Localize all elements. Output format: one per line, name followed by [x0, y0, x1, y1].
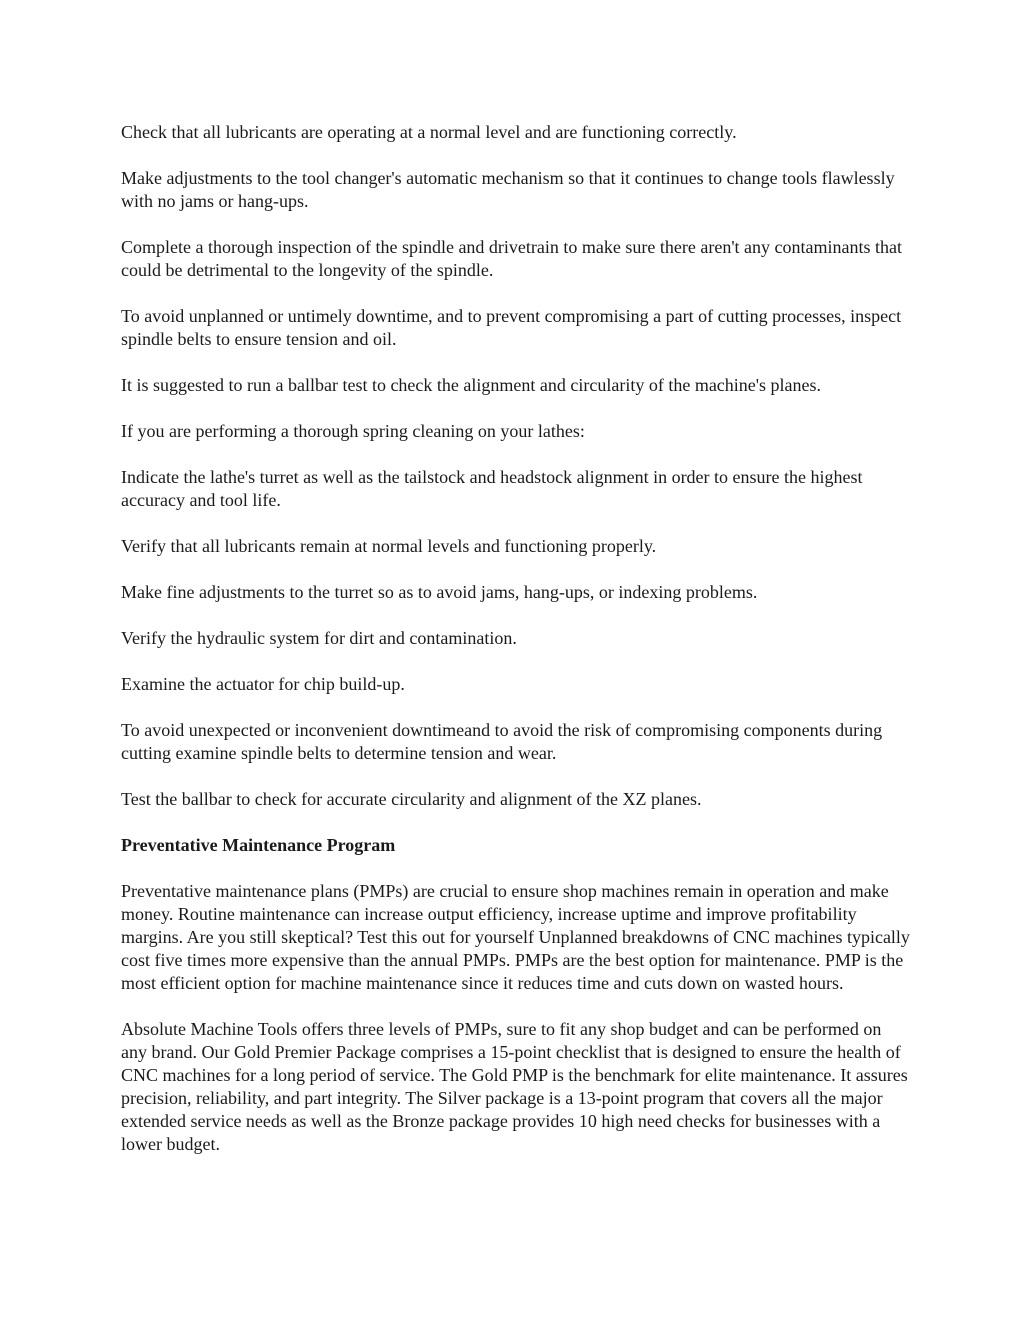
section-heading: Preventative Maintenance Program: [121, 835, 396, 855]
paragraph-tool-changer: Make adjustments to the tool changer's automatic mechanism so that it continues to change tools flawlessly with no jams or hang-ups.: [121, 168, 895, 211]
paragraph-xz-ballbar: Test the ballbar to check for accurate circularity and alignment of the XZ planes.: [121, 789, 702, 809]
paragraph-lathe-lubricants: Verify that all lubricants remain at normal levels and functioning properly.: [121, 536, 657, 556]
paragraph-lathe-turret-alignment: Indicate the lathe's turret as well as the tailstock and headstock alignment in order to ensure the highest accuracy and tool life.: [121, 467, 863, 510]
paragraph-pmp-overview: Preventative maintenance plans (PMPs) are crucial to ensure shop machines remain in operation and make money. Routine maintenance can increase output efficiency, increase uptime and improve profitability margins. Are you still skeptical? Test this out for yourself Unplanned breakdowns of CNC machines typically cost five times more expensive than the annual PMPs. PMPs are the best option for maintenance. PMP is the most efficient option for machine maintenance since it reduces time and cuts down on wasted hours.: [121, 881, 910, 993]
paragraph-turret-adjustments: Make fine adjustments to the turret so as to avoid jams, hang-ups, or indexing problems.: [121, 582, 758, 602]
paragraph-pmp-levels: Absolute Machine Tools offers three levels of PMPs, sure to fit any shop budget and can be performed on any brand. Our Gold Premier Package comprises a 15-point checklist that is designed to ensure the health of CNC machines for a long period of service. The Gold PMP is the benchmark for elite maintenance. It assures precision, reliability, and part integrity. The Silver package is a 13-point program that covers all the major extended service needs as well as the Bronze package provides 10 high need checks for businesses with a lower budget.: [121, 1019, 908, 1154]
paragraph-spindle-inspection: Complete a thorough inspection of the spindle and drivetrain to make sure there aren't any contaminants that could be detrimental to the longevity of the spindle.: [121, 237, 903, 280]
paragraph-hydraulic-system: Verify the hydraulic system for dirt and contamination.: [121, 628, 517, 648]
paragraph-lathe-spindle-belts: To avoid unexpected or inconvenient downtimeand to avoid the risk of compromising components during cutting examine spindle belts to determine tension and wear.: [121, 720, 883, 763]
paragraph-spindle-belts: To avoid unplanned or untimely downtime, and to prevent compromising a part of cutting processes, inspect spindle belts to ensure tension and oil.: [121, 306, 902, 349]
paragraph-ballbar-test: It is suggested to run a ballbar test to check the alignment and circularity of the machine's planes.: [121, 375, 822, 395]
paragraph-actuator: Examine the actuator for chip build-up.: [121, 674, 405, 694]
paragraph-check-lubricants: Check that all lubricants are operating at a normal level and are functioning correctly.: [121, 122, 737, 142]
paragraph-lathe-intro: If you are performing a thorough spring cleaning on your lathes:: [121, 421, 585, 441]
document-page: [121, 121, 911, 1179]
